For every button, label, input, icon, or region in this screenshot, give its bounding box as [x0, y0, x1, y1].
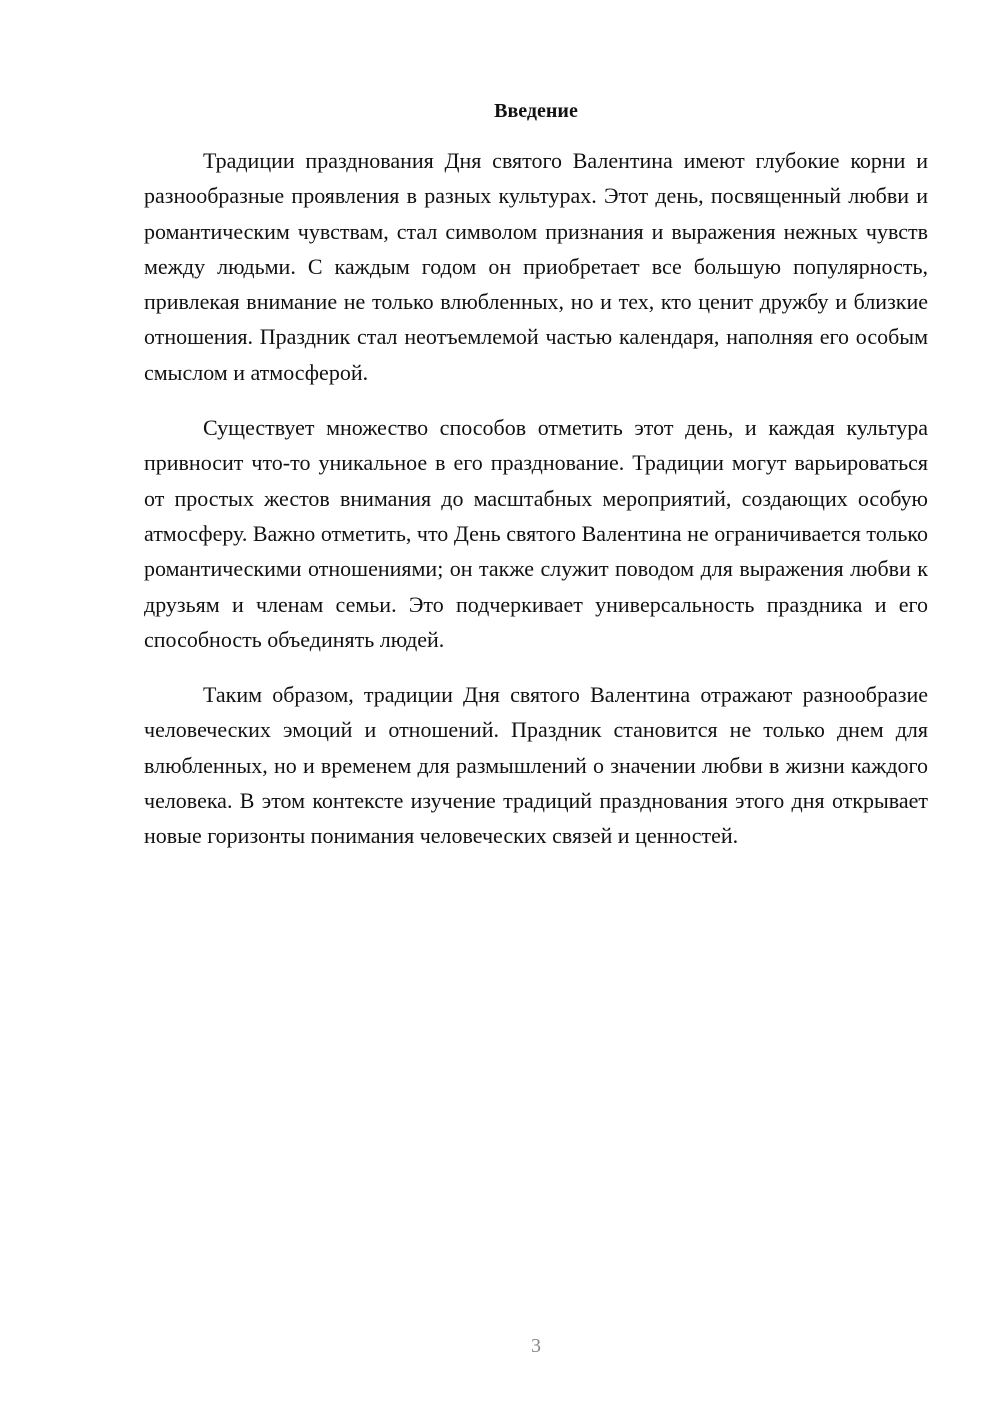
paragraph-3: Таким образом, традиции Дня святого Валентина отражают разнообразие человеческих эмоций и отношений. Праздник становится не только днем для влюбленных, но и временем для размышлений о значении любви в жизни каждого человека. В этом контексте изучение традиций празднования этого дня открывает новые горизонты понимания человеческих связей и ценностей. [144, 682, 928, 849]
paragraph-1: Традиции празднования Дня святого Валентина имеют глубокие корни и разнообразные проявления в разных культурах. Этот день, посвященный любви и романтическим чувствам, стал символом признания и выражения нежных чувств между людьми. С каждым годом он приобретает все большую популярность, привлекая внимание не только влюбленных, но и тех, кто ценит дружбу и близкие отношения. Праздник стал неотъемлемой частью календаря, наполняя его особым смыслом и атмосферой. [144, 148, 928, 385]
page-number: 3 [531, 1335, 541, 1357]
page-title: Введение [494, 100, 578, 122]
paragraph-2: Существует множество способов отметить этот день, и каждая культура привносит что-то уникальное в его празднование. Традиции могут варьироваться от простых жестов внимания до масштабных мероприятий, создающих особую атмосферу. Важно отметить, что День святого Валентина не ограничивается только романтическими отношениями; он также служит поводом для выражения любви к друзьям и членам семьи. Это подчеркивает универсальность праздника и его способность объединять людей. [144, 415, 928, 652]
body-text [144, 143, 928, 874]
